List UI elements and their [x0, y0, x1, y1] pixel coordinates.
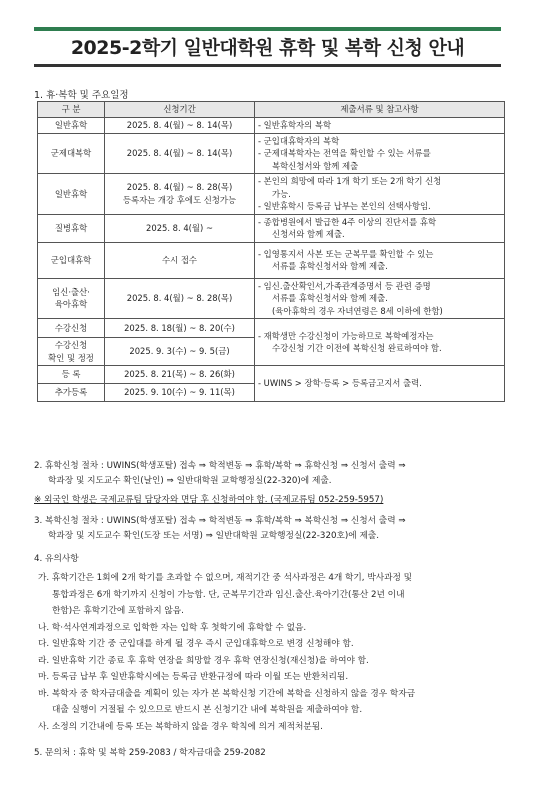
row-type: 수강신청 — [38, 319, 105, 338]
return-procedure — [34, 514, 509, 544]
period-line: 등록자는 개강 후에도 신청가능 — [122, 194, 237, 205]
table-header-row — [38, 102, 505, 118]
caution-line: 한함)은 휴학기간에 포함하지 않음. — [52, 606, 184, 616]
caution-item: 라. 일반휴학 기간 종료 후 휴학 연장을 희망할 경우 휴학 연장신청(재신청)을 하여야 함. — [38, 655, 369, 666]
header-notes: 제출서류 및 참고사항 — [255, 102, 505, 118]
period-line: 2025. 8. 4(월) ~ 8. 28(목) — [126, 182, 233, 193]
note-line: - 종합병원에서 발급한 4주 이상의 진단서를 휴학 — [258, 216, 437, 227]
row-period: 2025. 8. 4(월) ~ — [105, 214, 255, 242]
type-line: 임신·출산· — [52, 286, 90, 297]
note-line: - 군제대복학자는 전역을 확인할 수 있는 서류를 — [258, 148, 431, 158]
table-row — [38, 133, 505, 174]
table-row — [38, 242, 505, 278]
row-type: 군제대복학 — [38, 133, 105, 174]
schedule-table — [37, 101, 505, 402]
row-type: 일반휴학 — [38, 174, 105, 215]
foreign-student-notice: ※ 외국인 학생은 국제교류팀 담당자와 면담 후 신청하여야 함. (국제교류팀 052-259-5957) — [34, 495, 384, 505]
note-line: - 본인의 희망에 따라 1개 학기 또는 2개 학기 신청 — [258, 176, 442, 186]
table-row — [38, 319, 505, 338]
row-type: 일반휴학 — [38, 117, 105, 133]
row-period: 2025. 9. 10(수) ~ 9. 11(목) — [105, 384, 255, 402]
row-period: 2025. 8. 4(월) ~ 8. 28(목) — [105, 278, 255, 319]
page-title: 2025-2학기 일반대학원 휴학 및 복학 신청 안내 — [70, 37, 465, 59]
return-procedure-line: 학과장 및 지도교수 확인(도장 또는 서명) ⇒ 일반대학원 교학행정실(22-320호)에 제출. — [48, 531, 379, 541]
row-notes — [255, 319, 505, 366]
note-line: 신청서와 함께 제출. — [272, 229, 345, 239]
caution-item: 마. 등록금 납부 후 일반휴학시에는 등록금 반환규정에 따라 이월 또는 반환처리됨. — [38, 672, 349, 682]
row-notes — [255, 214, 505, 242]
caution-item: 나. 학·석사연계과정으로 입학한 자는 입학 후 첫학기에 휴학할 수 없음. — [38, 622, 307, 633]
note-line: - 입영통지서 사본 또는 군복무를 확인할 수 있는 — [258, 248, 434, 259]
note-line: 서류를 휴학신청서와 함께 제출. — [272, 293, 388, 303]
row-period: 수시 접수 — [105, 242, 255, 278]
row-notes — [255, 242, 505, 278]
row-notes — [255, 117, 505, 133]
cautions-heading: 4. 유의사항 — [34, 554, 79, 564]
row-type: 군입대휴학 — [38, 242, 105, 278]
note-line: - UWINS > 장학·등록 > 등록금고지서 출력. — [258, 378, 422, 389]
note-line: (육아휴학의 경우 자녀연령은 8세 이하에 한함) — [272, 305, 443, 316]
caution-item: 다. 일반휴학 기간 중 군입대를 하게 될 경우 즉시 군입대휴학으로 변경 신청해야 함. — [38, 639, 354, 649]
row-type: 추가등록 — [38, 384, 105, 402]
title-bottom-bar — [34, 64, 501, 67]
note-line: 복학신청서와 함께 제출 — [272, 160, 359, 171]
title-top-bar — [34, 27, 501, 31]
type-line: 육아휴학 — [54, 299, 88, 310]
note-line: 가능. — [272, 188, 291, 199]
row-period: 2025. 9. 3(수) ~ 9. 5(금) — [105, 338, 255, 366]
type-line: 수강신청 — [54, 340, 88, 350]
note-line: 서류를 휴학신청서와 함께 제출. — [272, 261, 388, 271]
row-type — [38, 338, 105, 366]
type-line: 확인 및 정정 — [48, 352, 94, 363]
header-period: 신청기간 — [105, 102, 255, 118]
caution-item: 사. 소정의 기간내에 등록 또는 복학하지 않을 경우 학칙에 의거 제적처분됨. — [38, 721, 323, 732]
row-notes — [255, 278, 505, 319]
note-line: - 일반휴학시 등록금 납부는 본인의 선택사항임. — [258, 201, 431, 211]
row-notes — [255, 366, 505, 402]
row-period: 2025. 8. 21(목) ~ 8. 26(화) — [105, 366, 255, 384]
cautions-list — [38, 570, 508, 735]
leave-procedure-line: 학과장 및 지도교수 확인(날인) ⇒ 일반대학원 교학행정실(22-320)에 제출. — [48, 476, 332, 486]
row-notes — [255, 133, 505, 174]
note-line: - 군입대휴학자의 복학 — [258, 135, 340, 146]
caution-line: 통합과정은 6개 학기까지 신청이 가능함. 단, 군복무기간과 임신.출산.육아기간(통산 2년 이내 — [52, 589, 405, 600]
table-row — [38, 117, 505, 133]
note-line: - 일반휴학자의 복학 — [258, 119, 332, 130]
caution-line: 바. 복학자 중 학자금대출을 계획이 있는 자가 본 복학신청 기간에 복학을 신청하지 않을 경우 학자금 — [38, 688, 416, 699]
row-period: 2025. 8. 18(월) ~ 8. 20(수) — [105, 319, 255, 338]
row-notes — [255, 174, 505, 215]
row-type: 질병휴학 — [38, 214, 105, 242]
caution-item — [38, 686, 508, 719]
return-procedure-line: 3. 복학신청 절차 : UWINS(학생포탈) 접속 ⇒ 학적변동 ⇒ 휴학/복학 ⇒ 복학신청 ⇒ 신청서 출력 ⇒ — [34, 516, 406, 526]
note-line: - 임신.출산확인서,가족관계증명서 등 관련 증명 — [258, 280, 431, 291]
row-type — [38, 278, 105, 319]
header-type: 구 분 — [38, 102, 105, 118]
row-period — [105, 174, 255, 215]
contact-info: 5. 문의처 : 휴학 및 복학 259-2083 / 학자금대출 259-2082 — [34, 748, 266, 758]
leave-procedure-line: 2. 휴학신청 절차 : UWINS(학생포탈) 접속 ⇒ 학적변동 ⇒ 휴학/복학 ⇒ 휴학신청 ⇒ 신청서 출력 ⇒ — [34, 461, 406, 471]
caution-line: 대출 실행이 거절될 수 있으므로 반드시 본 신청기간 내에 복학원을 제출하여야 함. — [52, 705, 363, 715]
note-line: - 재학생만 수강신청이 가능하므로 복학예정자는 — [258, 330, 434, 341]
row-type: 등 록 — [38, 366, 105, 384]
table-row — [38, 174, 505, 215]
row-period: 2025. 8. 4(월) ~ 8. 14(목) — [105, 117, 255, 133]
section-schedule-heading: 1. 휴·복학 및 주요일정 — [34, 90, 129, 101]
note-line: 수강신청 기간 이전에 복학신청 완료하여야 함. — [272, 343, 442, 353]
table-row — [38, 214, 505, 242]
table-row — [38, 278, 505, 319]
table-row — [38, 366, 505, 384]
row-period: 2025. 8. 4(월) ~ 8. 14(목) — [105, 133, 255, 174]
caution-line: 가. 휴학기간은 1회에 2개 학기를 초과할 수 없으며, 재적기간 중 석사과정은 4개 학기, 박사과정 및 — [38, 573, 413, 583]
caution-item — [38, 570, 508, 620]
leave-procedure — [34, 459, 509, 489]
